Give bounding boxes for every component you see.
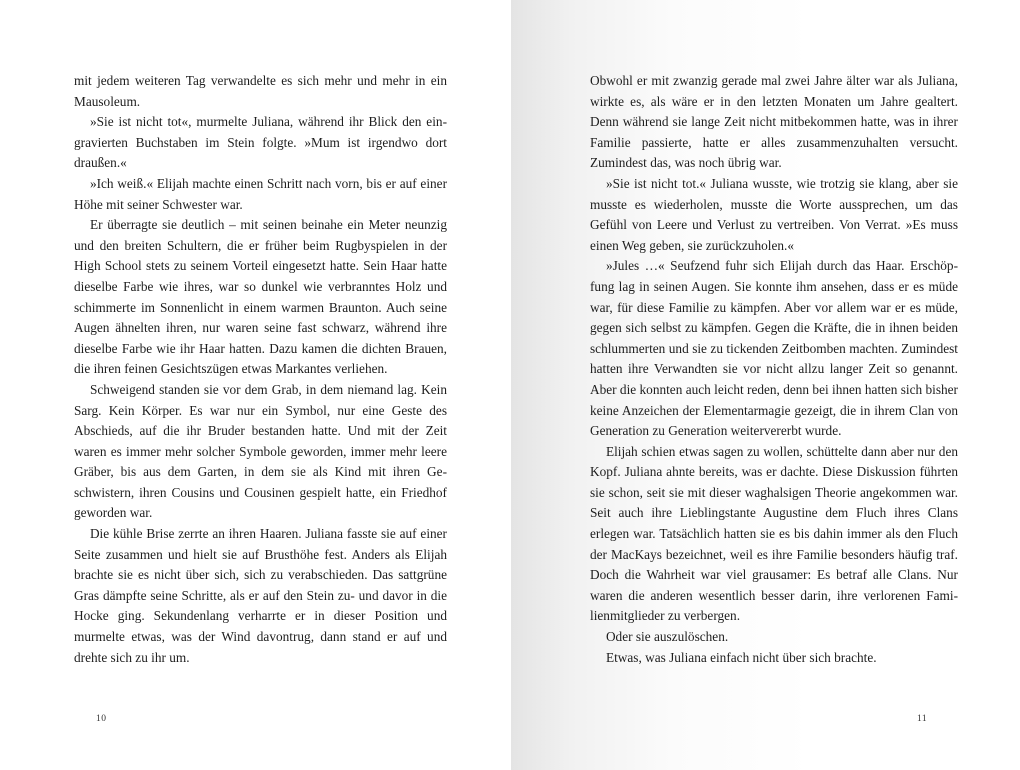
paragraph: Die kühle Brise zerrte an ihren Haaren. Juliana fasste sie auf einer Seite zusammen und hielt sie auf Brusthöhe fest. Anders als Elijah brachte sie es nicht über sich, sich zu verabschieden. Das sattgrüne Gras dämpfte seine Schritte, als er auf den Stein zu- und davor in die Hocke ging. Sekundenlang verharrte er in dieser Position und murmelte etwas, was der Wind davontrug, dann stand er auf und drehte sich zu ihr um. — [74, 526, 447, 665]
paragraph: Etwas, was Juliana einfach nicht über sich brachte. — [605, 649, 877, 665]
paragraph: »Ich weiß.« Elijah machte einen Schritt nach vorn, bis er auf einer Höhe mit seiner Schwester war. — [74, 175, 447, 212]
left-page-text — [74, 71, 447, 668]
paragraph: »Sie ist nicht tot.« Juliana wusste, wie trotzig sie klang, aber sie musste es wiederholen, musste die Worte aussprechen, um das Gefühl von Leere und Verlust zu vertreiben. Von Verrat. »Es muss einen Weg geben, sie zurückzuholen.« — [590, 175, 958, 253]
paragraph: mit jedem weiteren Tag verwandelte es sich mehr und mehr in ein Mausoleum. — [74, 73, 447, 109]
paragraph: Elijah schien etwas sagen zu wollen, schüttelte dann aber nur den Kopf. Juliana ahnte bereits, was er dachte. Diese Diskussion führten sie schon, seit sie mit dieser waghalsigen Theorie angekommen war. Seit auch ihre Lieblingstante Augustine dem Fluch ihres Clans erlegen war. Tatsächlich hatten sie es bis dahin immer als den Fluch der MacKays bezeichnet, weil es ihre Familie besonders häufig traf. Doch die Wahrheit war viel grausamer: Es betraf alle Clans. Nur waren die anderen wesentlich besser darin, ihre verlorenen Familienmitglieder zu verbergen. — [590, 443, 958, 624]
page-number-right: 11 — [917, 714, 928, 724]
paragraph: »Sie ist nicht tot«, murmelte Juliana, während ihr Blick den eingravierten Buchstaben im Stein folgte. »Mum ist irgendwo dort draußen.« — [74, 114, 447, 171]
paragraph: Oder sie auszulöschen. — [605, 629, 729, 645]
page-number-left: 10 — [96, 714, 107, 724]
paragraph: Schweigend standen sie vor dem Grab, in dem niemand lag. Kein Sarg. Kein Körper. Es war nur ein Symbol, nur eine Geste des Abschieds, auf die ihr Bruder bestanden hatte. Und mit der Zeit waren es immer mehr solcher Symbole geworden, immer mehr leere Gräber, bis aus dem Garten, in dem sie als Kind mit ihren Geschwistern, ihren Cousins und Cousinen gespielt hatte, ein Friedhof geworden war. — [74, 381, 447, 521]
paragraph: Er überragte sie deutlich – mit seinen beinahe ein Meter neunzig und den breiten Schultern, die er früher beim Rugbyspielen in der High School stets zu seinem Vorteil eingesetzt hatte. Sein Haar hatte dieselbe Farbe wie ihres, war so dunkel wie verbranntes Holz und schimmerte im Sonnenlicht in einem warmen Braunton. Auch seine Augen ähnelten ihren, nur waren seine fast schwarz, während ihre dieselbe Farbe wie ihr Haar hatten. Dazu kamen die dichten Brauen, die ihren feinen Gesichtszügen etwas Markantes verliehen. — [74, 217, 447, 377]
right-page-text — [590, 71, 958, 668]
paragraph: Obwohl er mit zwanzig gerade mal zwei Jahre älter war als Juliana, wirkte es, als wäre er in den letzten Monaten um Jahre gealtert. Denn während sie lange Zeit nicht mitbekommen hatte, was in ihrer Familie passierte, hatte er alles zusammenzuhalten versucht. Zumindest das, was noch übrig war. — [590, 73, 958, 171]
paragraph: »Jules …« Seufzend fuhr sich Elijah durch das Haar. Erschöpfung lag in seinen Augen. Sie konnte ihm ansehen, dass er es müde war, für diese Familie zu kämpfen. Aber vor allem war er es müde, gegen sich selbst zu kämpfen. Gegen die Kräfte, die in ihnen beiden schlummerten und sie zu tickenden Zeitbomben machten. Zumindest hatten ihre Verwandten sie vor nicht allzu langer Zeit so genannt. Aber die konnten auch leicht reden, denn bei ihnen hatten sich bisher keine Anzeichen der Elementarmagie gezeigt, die in ihrem Clan von Generation zu Generation weitervererbt wurde. — [590, 258, 958, 439]
right-page — [511, 0, 1020, 770]
